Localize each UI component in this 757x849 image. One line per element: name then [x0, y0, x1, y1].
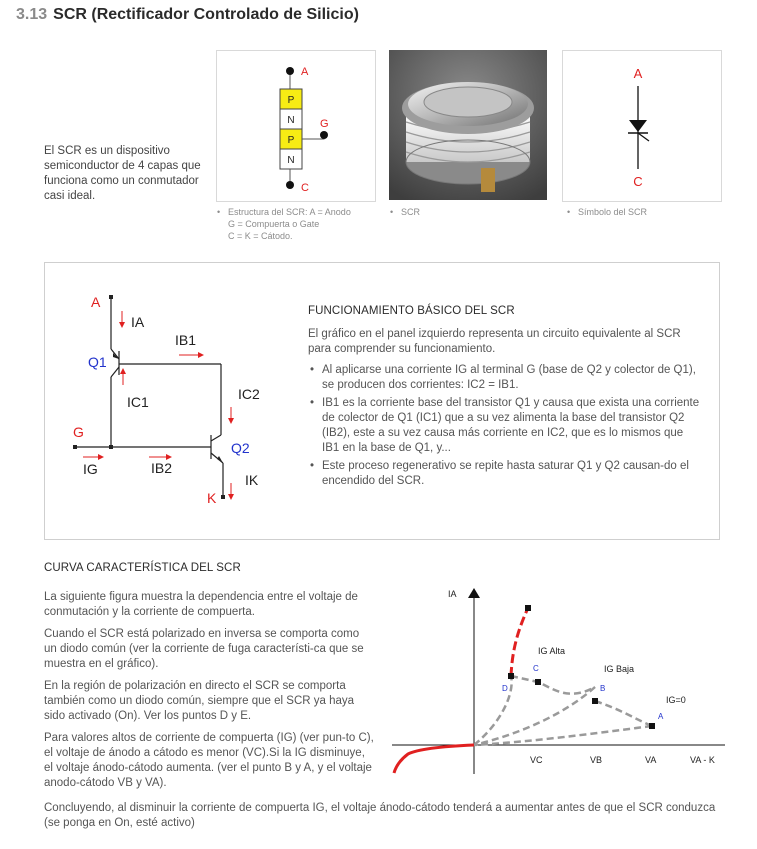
section-title-text: SCR (Rectificador Controlado de Silicio) — [53, 6, 359, 23]
curva-heading: CURVA CARACTERÍSTICA DEL SCR — [44, 562, 241, 574]
circuit-panel — [44, 262, 720, 540]
circuit-label-ib2: IB2 — [151, 460, 173, 476]
series-ig-alta-return — [474, 687, 595, 745]
point-d: D — [502, 684, 508, 693]
circuit-label-ia: IA — [131, 314, 145, 330]
intro-text: El SCR es un dispositivo semiconductor de 4 capas que funciona como un conmutador casi ideal. — [44, 145, 201, 202]
scr-structure-figure — [216, 50, 376, 202]
circuit-label-a: A — [91, 294, 101, 310]
point-b: B — [600, 684, 606, 693]
x-tick-vb: VB — [590, 755, 603, 765]
y-axis-label: IA — [448, 589, 457, 599]
section-number: 3.13 — [16, 6, 48, 23]
circuit-label-ic1: IC1 — [127, 394, 149, 410]
equivalent-circuit — [45, 283, 295, 533]
list-item: • Este proceso regenerativo se repite hasta saturar Q1 y Q2 causan-do el encendido del SCR. — [308, 459, 700, 489]
curva-paragraph: Cuando el SCR está polarizado en inversa se comporta como un diodo común (ver la corriente de fuga característi-ca que se muestra en el gráfico). — [44, 628, 364, 670]
scr-symbol-figure — [562, 50, 722, 202]
layer-2: N — [287, 115, 295, 126]
conclusion-text: Concluyendo, al disminuir la corriente de compuerta IG, el voltaje ánodo-cátodo tenderá a aumentar antes de que el SCR conduzca (se ponga en On, esté activo) — [44, 802, 716, 829]
circuit-label-ib1: IB1 — [175, 332, 197, 348]
curva-paragraph: La siguiente figura muestra la dependencia entre el voltaje de conmutación y la corriente de compuerta. — [44, 591, 358, 618]
symbol-caption: • Símbolo del SCR — [567, 207, 648, 217]
layer-3: P — [287, 135, 295, 146]
series-on-state — [511, 608, 528, 676]
scr-photo-image — [389, 50, 547, 200]
funcionamiento-paragraph: El gráfico en el panel izquierdo representa un circuito equivalente al SCR para comprender su funcionamiento. — [308, 328, 681, 355]
funcionamiento-heading: FUNCIONAMIENTO BÁSICO DEL SCR — [308, 305, 515, 317]
photo-caption: • SCR — [390, 207, 421, 217]
funcionamiento-list — [308, 363, 700, 489]
circuit-label-k: K — [207, 490, 217, 506]
series-reverse — [394, 745, 474, 773]
list-item: • Al aplicarse una corriente IG al terminal G (base de Q2 y colector de Q1), se producen dos corrientes: IC2 = IB1. — [308, 363, 700, 393]
series-ig-0 — [474, 726, 652, 745]
x-tick-vc: VC — [530, 755, 543, 765]
circuit-label-g: G — [73, 424, 84, 440]
layer-4: N — [287, 155, 295, 166]
circuit-label-ik: IK — [245, 472, 259, 488]
list-item: • IB1 es la corriente base del transistor Q1 y causa que exista una corriente de colector de Q1 (IC1) que a su vez alimenta la base del transistor Q2 (IB2), este a su vez causa más corriente en IC2, que es lo mismos que IB1 en la base de Q1, y... — [308, 396, 700, 456]
symbol-anode-label: A — [633, 66, 643, 81]
curva-paragraph: Para valores altos de corriente de compuerta (IG) (ver pun-to C), el voltaje de ánodo a cátodo es menor (VC).Si la IG disminuye, el voltaje ánodo-cátodo aumenta. (ver el punto B y A, y el voltaje anodo-cátodo VB y VA). — [44, 732, 374, 789]
funcionamiento-block — [308, 305, 700, 492]
characteristic-curve-chart — [390, 584, 730, 784]
scr-photo — [389, 50, 547, 200]
curve-label-ig-alta: IG Alta — [538, 646, 566, 656]
curva-text — [44, 590, 374, 791]
circuit-label-q2: Q2 — [231, 440, 250, 456]
curva-paragraph: En la región de polarización en directo el SCR se comporta también como un diodo común, siempre que el SCR ya haya sido activado (On). Ver los puntos D y E. — [44, 680, 355, 722]
series-ig-baja — [595, 701, 652, 726]
circuit-label-ig: IG — [83, 461, 98, 477]
point-c: C — [533, 664, 539, 673]
curve-label-ig-baja: IG Baja — [604, 664, 635, 674]
x-axis-label: VA - K — [690, 755, 715, 765]
section-title — [16, 6, 359, 24]
symbol-cathode-label: C — [633, 174, 643, 189]
circuit-label-q1: Q1 — [88, 354, 107, 370]
scr-structure-diagram — [217, 51, 375, 201]
scr-symbol-diagram — [563, 51, 721, 201]
structure-caption: • Estructura del SCR: A = Anodo G = Compuerta o Gate C = K = Cátodo. — [217, 207, 351, 241]
structure-cathode-label: C — [301, 182, 309, 194]
layer-1: P — [287, 95, 295, 106]
structure-anode-label: A — [301, 66, 309, 78]
curve-label-ig-0: IG=0 — [666, 695, 686, 705]
series-ig-alta — [511, 676, 595, 694]
point-a: A — [658, 712, 664, 721]
x-tick-va: VA — [645, 755, 657, 765]
structure-gate-label: G — [320, 118, 329, 130]
circuit-label-ic2: IC2 — [238, 386, 260, 402]
